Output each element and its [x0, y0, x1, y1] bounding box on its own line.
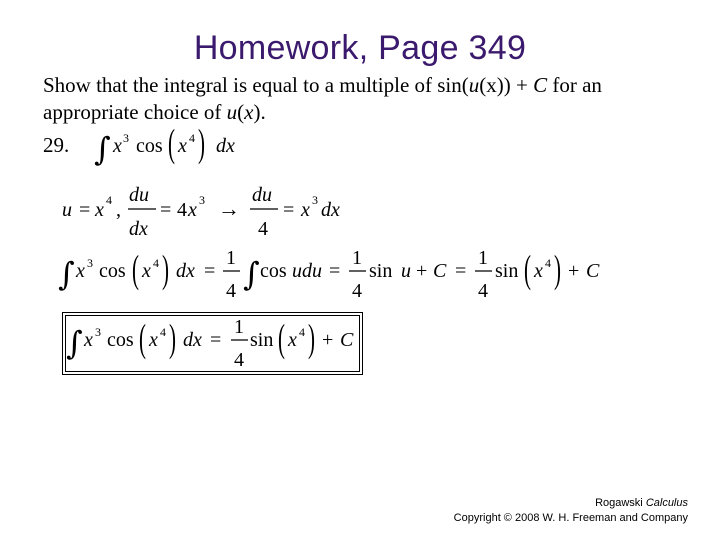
- svg-text:): ): [169, 316, 176, 360]
- svg-text:(: (: [132, 247, 139, 291]
- svg-text:=: =: [204, 260, 216, 282]
- problem-number: 29.: [43, 133, 70, 157]
- svg-text:du: du: [129, 184, 149, 206]
- copyright-credit: [454, 496, 688, 526]
- svg-text:(: (: [524, 247, 531, 291]
- prompt-u2: u: [226, 100, 238, 124]
- svg-text:4: 4: [106, 193, 112, 207]
- svg-text:cos: cos: [260, 260, 287, 282]
- svg-text:4: 4: [478, 280, 488, 302]
- svg-text:(: (: [168, 121, 175, 165]
- svg-text:x: x: [95, 199, 104, 221]
- prompt-text-4: (: [237, 100, 245, 124]
- svg-text:sin: sin: [369, 260, 393, 282]
- svg-text:C: C: [340, 329, 354, 351]
- svg-text:4: 4: [352, 280, 362, 302]
- svg-text:): ): [554, 247, 561, 291]
- svg-text:∫: ∫: [58, 255, 75, 293]
- svg-text:3: 3: [87, 256, 93, 270]
- svg-text:C: C: [433, 260, 447, 282]
- svg-text:+: +: [568, 260, 580, 282]
- svg-text:+: +: [416, 260, 428, 282]
- svg-text:=: =: [329, 260, 341, 282]
- svg-text:4: 4: [153, 256, 159, 270]
- svg-text:x: x: [188, 199, 197, 221]
- svg-text:cos: cos: [136, 135, 163, 157]
- svg-text:x: x: [534, 260, 543, 282]
- prompt-text-3: for an appropriate choice of: [43, 73, 602, 124]
- prompt-x: x: [244, 100, 254, 124]
- svg-text:1: 1: [478, 247, 488, 269]
- svg-text:=: =: [79, 199, 91, 221]
- svg-text:,: ,: [116, 199, 121, 221]
- svg-text:∫: ∫: [94, 130, 111, 168]
- svg-text:∫: ∫: [66, 324, 83, 362]
- slide-title: Homework, Page 349: [193, 29, 527, 67]
- svg-text:∫: ∫: [243, 255, 260, 293]
- svg-text:4: 4: [545, 256, 551, 270]
- svg-text:4: 4: [226, 280, 236, 302]
- svg-text:=: =: [283, 199, 295, 221]
- svg-text:dx: dx: [216, 135, 235, 157]
- svg-text:=: =: [210, 329, 222, 351]
- svg-text:+: +: [322, 329, 334, 351]
- svg-text:→: →: [218, 196, 240, 221]
- credit-line-2: Copyright © 2008 W. H. Freeman and Company: [453, 512, 688, 524]
- final-answer-box: [63, 313, 363, 375]
- svg-text:1: 1: [226, 247, 236, 269]
- svg-text:dx: dx: [129, 218, 148, 240]
- svg-text:du: du: [252, 184, 272, 206]
- svg-text:dx: dx: [321, 199, 340, 221]
- svg-text:(: (: [139, 316, 146, 360]
- substitution-step: [62, 184, 340, 240]
- prompt-c: C: [533, 73, 548, 97]
- svg-text:4: 4: [189, 131, 195, 145]
- svg-text:x: x: [113, 135, 122, 157]
- problem-integral: [94, 121, 235, 168]
- svg-text:x: x: [149, 329, 158, 351]
- svg-text:dx: dx: [183, 329, 202, 351]
- svg-text:4: 4: [258, 218, 268, 240]
- prompt-text-1: Show that the integral is equal to a multiple of sin(: [43, 73, 469, 97]
- prompt-text-5: ).: [253, 100, 266, 124]
- svg-text:udu: udu: [292, 260, 322, 282]
- svg-text:sin: sin: [250, 329, 274, 351]
- svg-text:3: 3: [312, 193, 318, 207]
- svg-text:4: 4: [177, 199, 187, 221]
- credit-line-1: [454, 496, 688, 511]
- svg-text:x: x: [84, 329, 93, 351]
- svg-text:dx: dx: [176, 260, 195, 282]
- svg-text:C: C: [586, 260, 600, 282]
- credit-book: Calculus: [645, 497, 688, 509]
- svg-text:): ): [307, 316, 315, 360]
- svg-text:(: (: [278, 316, 285, 360]
- svg-text:=: =: [455, 260, 467, 282]
- svg-text:cos: cos: [107, 329, 134, 351]
- svg-text:sin: sin: [495, 260, 519, 282]
- svg-text:): ): [162, 247, 169, 291]
- svg-text:cos: cos: [99, 260, 126, 282]
- credit-author: Rogawski: [595, 497, 646, 509]
- svg-text:4: 4: [160, 325, 166, 339]
- svg-text:1: 1: [234, 316, 244, 338]
- svg-text:1: 1: [352, 247, 362, 269]
- svg-text:x: x: [76, 260, 85, 282]
- svg-text:u: u: [62, 199, 72, 221]
- svg-text:3: 3: [199, 193, 205, 207]
- svg-text:): ): [198, 121, 205, 165]
- svg-text:x: x: [178, 135, 187, 157]
- svg-text:u: u: [401, 260, 411, 282]
- svg-text:4: 4: [234, 349, 244, 371]
- prompt-u: u: [468, 73, 480, 97]
- svg-text:3: 3: [95, 325, 101, 339]
- svg-text:x: x: [288, 329, 297, 351]
- integration-step: [58, 247, 600, 302]
- prompt-text-2: (x)) +: [479, 73, 534, 97]
- svg-text:3: 3: [123, 131, 129, 145]
- svg-text:=: =: [160, 199, 172, 221]
- svg-text:x: x: [301, 199, 310, 221]
- svg-text:x: x: [142, 260, 151, 282]
- svg-text:4: 4: [299, 325, 305, 339]
